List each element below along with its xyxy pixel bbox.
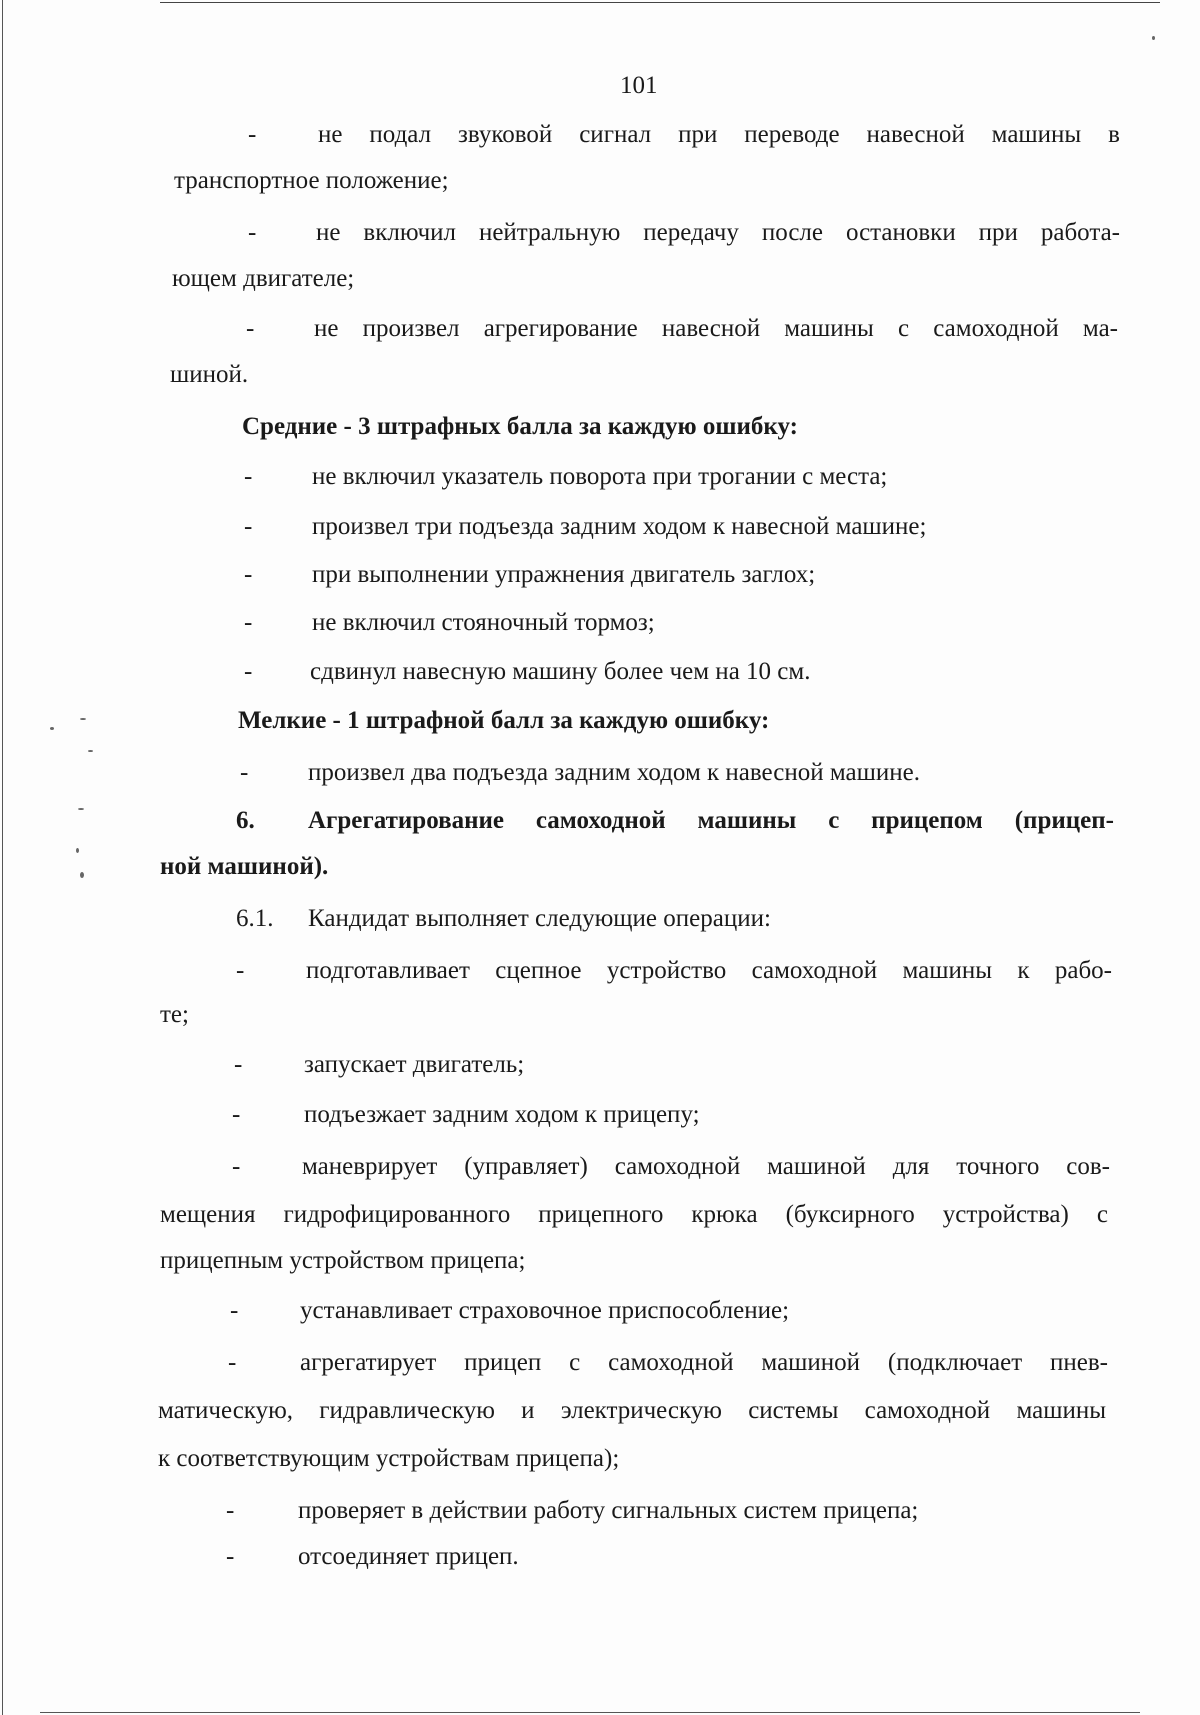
list-item-text: агрегатирует прицеп с самоходной машиной (подключает пнев-: [300, 1349, 1108, 1376]
list-item-text: мещения гидрофицированного прицепного крюка (буксирного устройства) с: [160, 1201, 1108, 1228]
section-number: 6.: [236, 807, 255, 834]
list-dash: -: [232, 1101, 241, 1128]
list-item-text: матическую, гидравлическую и электрическую системы самоходной машины: [158, 1397, 1106, 1424]
list-item-text: маневрирует (управляет) самоходной машиной для точного сов-: [302, 1153, 1110, 1180]
list-dash: -: [228, 1349, 237, 1376]
list-item-text: прицепным устройством прицепа;: [160, 1247, 526, 1274]
list-item-text: запускает двигатель;: [304, 1051, 525, 1078]
scan-speck: [78, 808, 84, 810]
list-item-text: к соответствующим устройствам прицепа);: [158, 1445, 620, 1472]
list-dash: -: [244, 658, 253, 685]
list-item-text: устанавливает страховочное приспособление;: [300, 1297, 790, 1324]
list-dash: -: [230, 1297, 239, 1324]
page-number: 101: [620, 72, 658, 99]
list-item-text: произвел два подъезда задним ходом к навесной машине.: [308, 759, 920, 786]
scan-speck: [80, 872, 84, 878]
list-item-text: транспортное положение;: [174, 167, 449, 194]
list-item-text: сдвинул навесную машину более чем на 10 см.: [310, 658, 811, 685]
list-item-text: произвел три подъезда задним ходом к навесной машине;: [312, 513, 927, 540]
scan-edge-top: [160, 2, 1160, 3]
list-item-text: отсоединяет прицеп.: [298, 1543, 519, 1570]
subsection-text: Кандидат выполняет следующие операции:: [308, 905, 771, 932]
list-dash: -: [244, 513, 253, 540]
list-dash: -: [226, 1543, 235, 1570]
list-item-text: ющем двигателе;: [172, 265, 355, 292]
list-item-text: не включил указатель поворота при трогании с места;: [312, 463, 888, 490]
list-dash: -: [244, 463, 253, 490]
list-item-text: проверяет в действии работу сигнальных систем прицепа;: [298, 1497, 919, 1524]
list-item-text: не подал звуковой сигнал при переводе навесной машины в: [318, 121, 1120, 148]
scan-speck: [88, 750, 93, 752]
list-dash: -: [248, 121, 257, 148]
scan-edge-bottom: [40, 1712, 1140, 1713]
scan-speck: [80, 718, 86, 720]
list-dash: -: [240, 759, 249, 786]
list-dash: -: [226, 1497, 235, 1524]
list-item-text: те;: [160, 1001, 189, 1028]
list-item-text: не включил стояночный тормоз;: [312, 609, 655, 636]
scan-edge-left: [2, 0, 3, 1715]
list-dash: -: [246, 315, 255, 342]
list-dash: -: [248, 219, 257, 246]
section-heading-medium: Средние - 3 штрафных балла за каждую ошибку:: [242, 413, 798, 440]
list-dash: -: [244, 609, 253, 636]
subsection-number: 6.1.: [236, 905, 274, 932]
list-dash: -: [236, 957, 245, 984]
list-item-text: шиной.: [170, 361, 249, 388]
list-dash: -: [244, 561, 253, 588]
section-heading-minor: Мелкие - 1 штрафной балл за каждую ошибку:: [238, 707, 770, 734]
list-dash: -: [234, 1051, 243, 1078]
scan-speck: [76, 848, 79, 853]
list-item-text: при выполнении упражнения двигатель заглох;: [312, 561, 816, 588]
list-item-text: не включил нейтральную передачу после остановки при работа-: [316, 219, 1120, 246]
list-item-text: подготавливает сцепное устройство самоходной машины к рабо-: [306, 957, 1112, 984]
section-title: Агрегатирование самоходной машины с прицепом (прицеп-: [308, 807, 1114, 834]
list-item-text: не произвел агрегирование навесной машины с самоходной ма-: [314, 315, 1118, 342]
list-item-text: подъезжает задним ходом к прицепу;: [304, 1101, 700, 1128]
scan-speck: [50, 727, 54, 730]
section-title: ной машиной).: [160, 853, 329, 880]
list-dash: -: [232, 1153, 241, 1180]
scan-speck: [1152, 36, 1155, 40]
